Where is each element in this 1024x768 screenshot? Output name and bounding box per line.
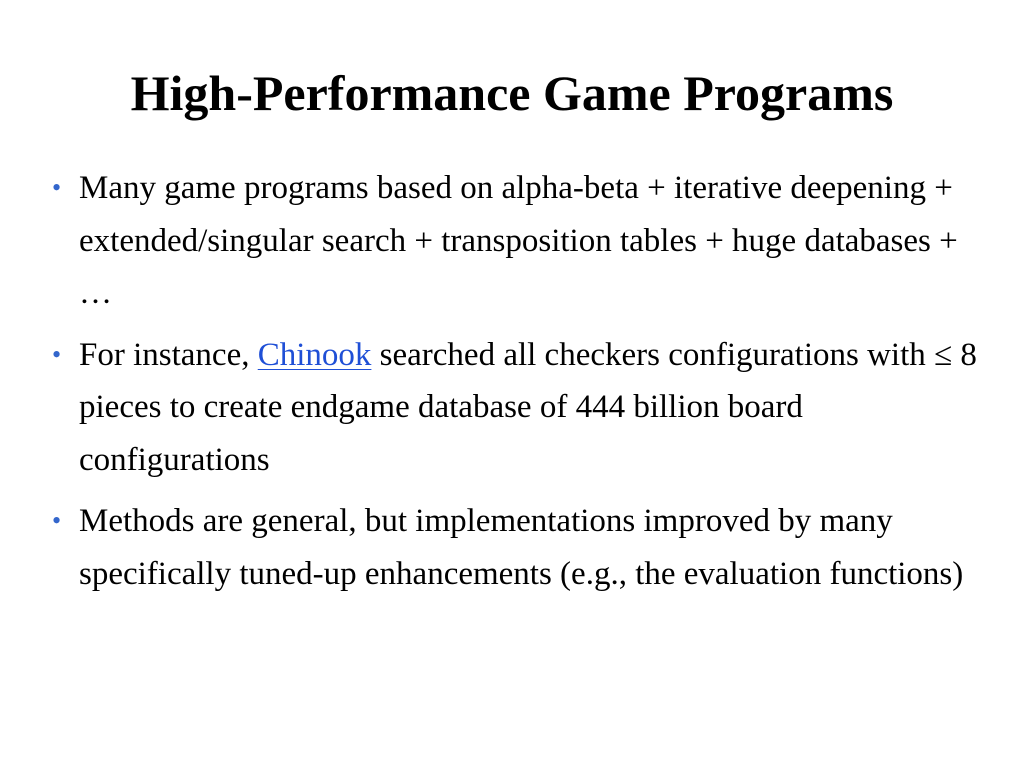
slide-title: High-Performance Game Programs	[130, 65, 894, 121]
bullet-text-prefix: For instance,	[79, 336, 258, 373]
bullet-icon: •	[52, 339, 62, 369]
bullet-item	[52, 329, 982, 487]
bullet-text-suffix: searched all checkers configurations with ≤ 8 pieces to create endgame database of 444 billion board configurations	[79, 336, 977, 478]
bullet-text: Methods are general, but implementations improved by many specifically tuned-up enhancements (e.g., the evaluation functions)	[79, 503, 964, 592]
bullet-icon: •	[52, 506, 62, 535]
bullet-text: Many game programs based on alpha-beta + iterative deepening + extended/singular search + transposition tables + huge databases + …	[79, 170, 958, 311]
bullet-icon: •	[52, 173, 62, 202]
bullet-list	[52, 162, 982, 609]
bullet-item	[52, 162, 982, 320]
chinook-link[interactable]: Chinook	[257, 336, 372, 373]
bullet-item	[52, 495, 982, 600]
